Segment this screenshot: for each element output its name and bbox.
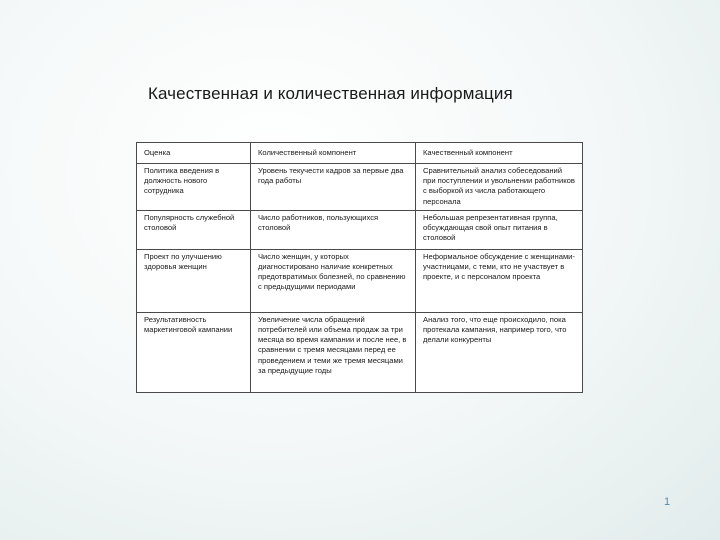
table-cell-assessment: Проект по улучшению здоровья женщин — [137, 249, 251, 312]
information-table — [136, 142, 583, 393]
header-cell-quantitative: Количественный компонент — [251, 143, 416, 164]
table-cell-quantitative: Увеличение числа обращений потребителей или объема продаж за три месяца во время кампании и после нее, в сравнении с тремя месяцами перед ее проведением и теми же тремя месяцами за предыдущие годы — [251, 312, 416, 392]
header-cell-assessment: Оценка — [137, 143, 251, 164]
slide-title: Качественная и количественная информация — [148, 84, 513, 103]
table-cell-quantitative: Уровень текучести кадров за первые два года работы — [251, 164, 416, 211]
table-cell-qualitative: Небольшая репрезентативная группа, обсуждающая свой опыт питания в столовой — [416, 210, 583, 249]
table-cell-qualitative: Неформальное обсуждение с женщинами-участницами, с теми, кто не участвует в проекте, и с персоналом проекта — [416, 249, 583, 312]
table-row — [137, 164, 583, 211]
table-row — [137, 249, 583, 312]
table-cell-assessment: Политика введения в должность нового сотрудника — [137, 164, 251, 211]
table-cell-qualitative: Анализ того, что еще происходило, пока протекала кампания, например того, что делали конкуренты — [416, 312, 583, 392]
table-cell-quantitative: Число работников, пользующихся столовой — [251, 210, 416, 249]
table-row — [137, 210, 583, 249]
page-number: 1 — [664, 496, 671, 508]
table-cell-assessment: Популярность служебной столовой — [137, 210, 251, 249]
table-cell-quantitative: Число женщин, у которых диагностировано наличие конкретных предотвратимых болезней, по сравнению с предыдущими периодами — [251, 249, 416, 312]
header-cell-qualitative: Качественный компонент — [416, 143, 583, 164]
table-row — [137, 312, 583, 392]
table-header-row — [137, 143, 583, 164]
table-cell-qualitative: Сравнительный анализ собеседований при поступлении и увольнении работников с выборкой из числа работающего персонала — [416, 164, 583, 211]
table-cell-assessment: Результативность маркетинговой кампании — [137, 312, 251, 392]
